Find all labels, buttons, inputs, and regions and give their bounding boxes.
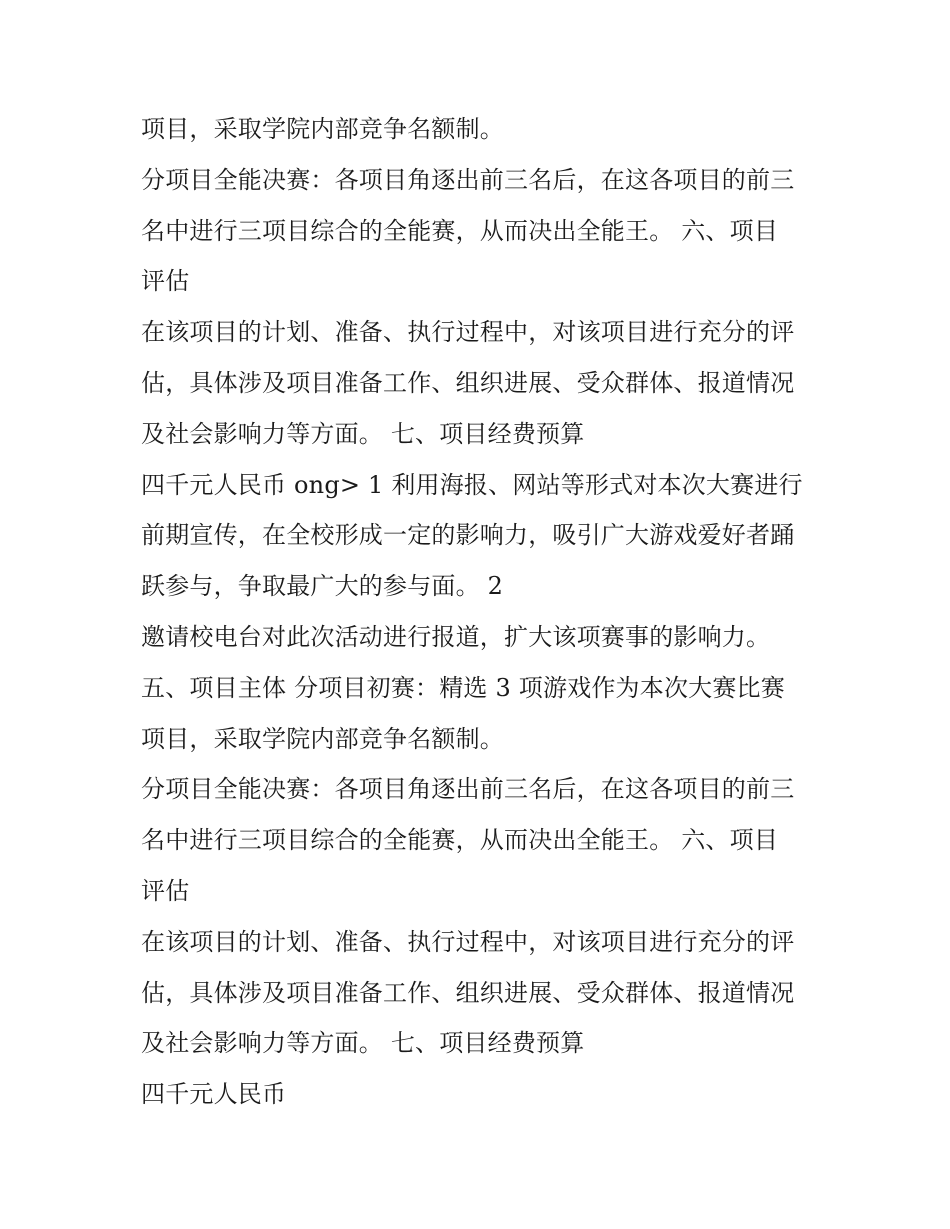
text-line: 估，具体涉及项目准备工作、组织进展、受众群体、报道情况 [141, 978, 795, 1007]
text-line: 分项目全能决赛：各项目角逐出前三名后，在这各项目的前三 [141, 775, 795, 804]
text-line: 分项目全能决赛：各项目角逐出前三名后，在这各项目的前三 [141, 165, 795, 194]
document-body [141, 104, 821, 1120]
text-line: 名中进行三项目综合的全能赛，从而决出全能王。 六、项目 [141, 826, 779, 855]
text-line: 估，具体涉及项目准备工作、组织进展、受众群体、报道情况 [141, 368, 795, 397]
text-line: 名中进行三项目综合的全能赛，从而决出全能王。 六、项目 [141, 216, 779, 245]
text-line: 邀请校电台对此次活动进行报道，扩大该项赛事的影响力。 [141, 622, 771, 651]
text-line: 四千元人民币 ong> 1 利用海报、网站等形式对本次大赛进行 [141, 470, 803, 499]
text-line: 及社会影响力等方面。 七、项目经费预算 [141, 419, 585, 448]
text-line: 及社会影响力等方面。 七、项目经费预算 [141, 1029, 585, 1058]
text-line: 项目，采取学院内部竞争名额制。 [141, 115, 504, 143]
text-line: 项目，采取学院内部竞争名额制。 [141, 724, 504, 753]
text-line: 前期宣传，在全校形成一定的影响力，吸引广大游戏爱好者踊 [141, 521, 795, 550]
text-line: 跃参与，争取最广大的参与面。 2 [141, 572, 504, 601]
text-line: 在该项目的计划、准备、执行过程中，对该项目进行充分的评 [141, 927, 795, 956]
text-line: 评估 [141, 876, 190, 905]
text-line: 评估 [141, 267, 190, 296]
text-line: 五、项目主体 分项目初赛：精选 3 项游戏作为本次大赛比赛 [141, 673, 785, 702]
text-line: 四千元人民币 [141, 1080, 287, 1109]
text-line: 在该项目的计划、准备、执行过程中，对该项目进行充分的评 [141, 318, 795, 347]
